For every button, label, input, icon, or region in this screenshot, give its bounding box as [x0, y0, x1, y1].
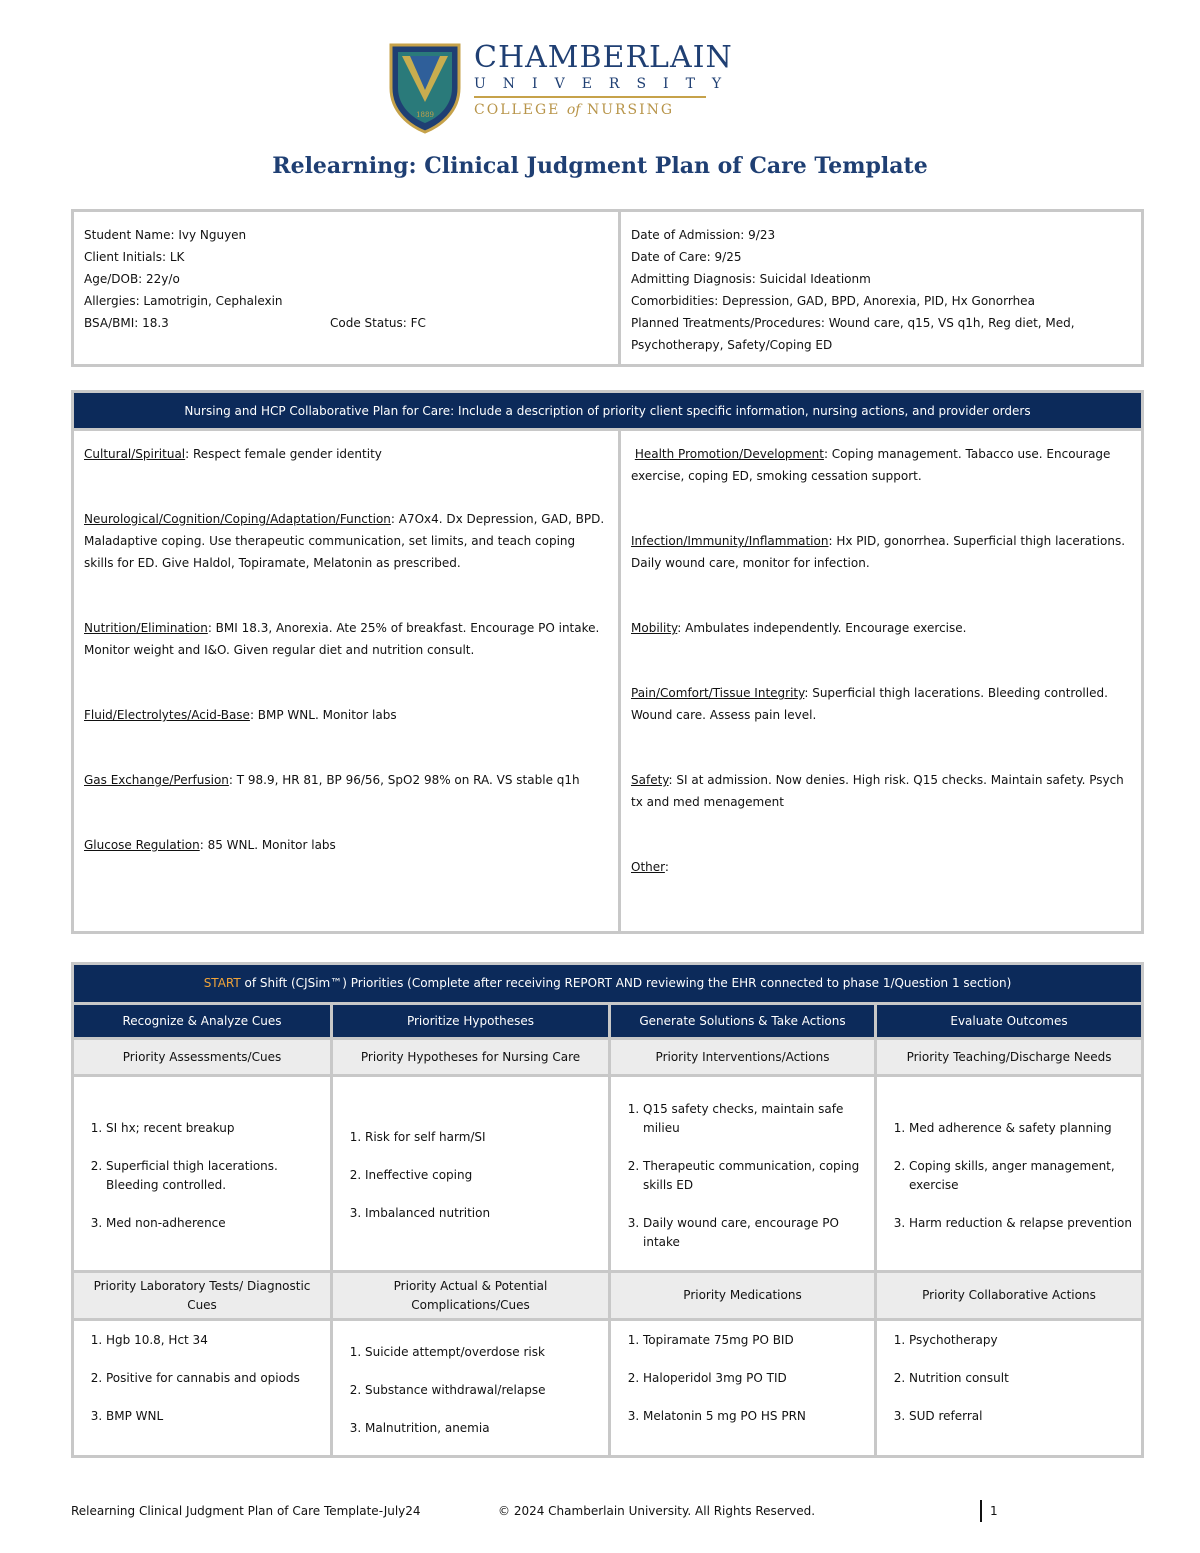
sub-priority-lab-tests: Priority Laboratory Tests/ Diagnostic Cues: [73, 1272, 332, 1320]
university-seal-icon: [388, 42, 462, 134]
list-item: 1. Psychotherapy: [909, 1331, 1133, 1350]
complications-list: [332, 1320, 610, 1457]
col-recognize-cues: Recognize & Analyze Cues: [73, 1004, 332, 1039]
list-item: 1. Topiramate 75mg PO BID: [643, 1331, 866, 1350]
collaborative-list: [876, 1320, 1143, 1457]
list-item: 1. Hgb 10.8, Hct 34: [106, 1331, 322, 1350]
info-left-cell: [73, 211, 620, 366]
nursing-right-column: [620, 430, 1143, 933]
list-item: 1. Risk for self harm/SI: [365, 1128, 600, 1147]
planned-treatments: Planned Treatments/Procedures: Wound care, q15, VS q1h, Reg diet, Med, Psychotherapy, Safety/Coping ED: [631, 316, 1075, 352]
nursing-plan-table: [71, 390, 1144, 934]
student-info-table: [71, 209, 1144, 367]
nursing-plan-header: Nursing and HCP Collaborative Plan for Care: Include a description of priority client specific information, nursing actions, and provider orders: [73, 392, 1143, 430]
section-cultural-spiritual: Cultural/Spiritual: Respect female gender identity: [84, 447, 382, 461]
brand-subtitle: UNIVERSITY: [474, 76, 739, 92]
section-infection: Infection/Immunity/Inflammation: Hx PID, gonorrhea. Superficial thigh lacerations. Daily wound care, monitor for infection.: [631, 534, 1126, 570]
section-safety: Safety: SI at admission. Now denies. High risk. Q15 checks. Maintain safety. Psych tx and med menagement: [631, 773, 1124, 809]
hypotheses-list: [332, 1076, 610, 1272]
nursing-left-column: [73, 430, 620, 933]
seal-year: 1889: [416, 111, 434, 119]
brand-name: CHAMBERLAIN: [474, 40, 733, 75]
section-neurological: Neurological/Cognition/Coping/Adaptation/Function: A7Ox4. Dx Depression, GAD, BPD. Maladaptive coping. Use therapeutic communication, set limits, and teach coping skills for ED. Give Haldol, Topiramate, Melatonin as prescribed.: [84, 512, 605, 570]
list-item: 3. BMP WNL: [106, 1407, 322, 1426]
teaching-list: [876, 1076, 1143, 1272]
bsa-bmi: BSA/BMI: 18.3: [84, 316, 169, 330]
list-item: 2. Coping skills, anger management, exercise: [909, 1157, 1133, 1195]
list-item: 2. Substance withdrawal/relapse: [365, 1381, 600, 1400]
list-item: 3. Imbalanced nutrition: [365, 1204, 600, 1223]
sub-priority-interventions: Priority Interventions/Actions: [610, 1039, 876, 1076]
list-item: 3. Med non-adherence: [106, 1214, 322, 1233]
info-right-cell: [620, 211, 1143, 366]
sub-priority-assessments: Priority Assessments/Cues: [73, 1039, 332, 1076]
list-item: 3. Melatonin 5 mg PO HS PRN: [643, 1407, 866, 1426]
list-item: 2. Haloperidol 3mg PO TID: [643, 1369, 866, 1388]
admitting-diagnosis: Admitting Diagnosis: Suicidal Ideationm: [631, 272, 871, 286]
sub-priority-complications: Priority Actual & Potential Complications/Cues: [332, 1272, 610, 1320]
col-evaluate-outcomes: Evaluate Outcomes: [876, 1004, 1143, 1039]
sub-priority-teaching: Priority Teaching/Discharge Needs: [876, 1039, 1143, 1076]
university-logo: [388, 40, 739, 136]
list-item: 2. Nutrition consult: [909, 1369, 1133, 1388]
date-of-admission: Date of Admission: 9/23: [631, 228, 776, 242]
list-item: 2. Ineffective coping: [365, 1166, 600, 1185]
start-of-shift-header: START of Shift (CJSim™) Priorities (Complete after receiving REPORT AND reviewing the EHR connected to phase 1/Question 1 section): [73, 964, 1143, 1004]
page-number: 1: [990, 1504, 998, 1518]
list-item: 1. Suicide attempt/overdose risk: [365, 1343, 600, 1362]
interventions-list: [610, 1076, 876, 1272]
comorbidities: Comorbidities: Depression, GAD, BPD, Anorexia, PID, Hx Gonorrhea: [631, 294, 1035, 308]
list-item: 1. Med adherence & safety planning: [909, 1119, 1133, 1138]
brand-college: COLLEGE of NURSING: [474, 102, 675, 118]
footer-template-name: Relearning Clinical Judgment Plan of Care Template-July24: [71, 1504, 421, 1518]
section-mobility: Mobility: Ambulates independently. Encourage exercise.: [631, 621, 967, 635]
brand-divider: [474, 96, 706, 98]
age-dob: Age/DOB: 22y/o: [84, 272, 180, 286]
list-item: 3. Malnutrition, anemia: [365, 1419, 600, 1438]
list-item: 1. Q15 safety checks, maintain safe milieu: [643, 1100, 866, 1138]
list-item: 2. Therapeutic communication, coping skills ED: [643, 1157, 866, 1195]
client-initials: Client Initials: LK: [84, 250, 185, 264]
col-prioritize-hypotheses: Prioritize Hypotheses: [332, 1004, 610, 1039]
lab-tests-list: [73, 1320, 332, 1457]
date-of-care: Date of Care: 9/25: [631, 250, 742, 264]
page-title: Relearning: Clinical Judgment Plan of Care Template: [272, 153, 928, 179]
list-item: 3. Daily wound care, encourage PO intake: [643, 1214, 866, 1252]
medications-list: [610, 1320, 876, 1457]
section-glucose: Glucose Regulation: 85 WNL. Monitor labs: [84, 838, 336, 852]
list-item: 2. Positive for cannabis and opiods: [106, 1369, 322, 1388]
list-item: 1. SI hx; recent breakup: [106, 1119, 322, 1138]
section-health-promotion: Health Promotion/Development: Coping management. Tabacco use. Encourage exercise, coping ED, smoking cessation support.: [631, 447, 1111, 483]
section-pain-comfort: Pain/Comfort/Tissue Integrity: Superficial thigh lacerations. Bleeding controlled. Wound care. Assess pain level.: [631, 686, 1108, 722]
allergies: Allergies: Lamotrigin, Cephalexin: [84, 294, 283, 308]
student-name: Student Name: Ivy Nguyen: [84, 228, 247, 242]
section-gas-exchange: Gas Exchange/Perfusion: T 98.9, HR 81, BP 96/56, SpO2 98% on RA. VS stable q1h: [84, 773, 580, 787]
assessments-list: [73, 1076, 332, 1272]
list-item: 3. SUD referral: [909, 1407, 1133, 1426]
section-nutrition: Nutrition/Elimination: BMI 18.3, Anorexia. Ate 25% of breakfast. Encourage PO intake. Monitor weight and I&O. Given regular diet and nutrition consult.: [84, 621, 600, 657]
section-fluid-electrolytes: Fluid/Electrolytes/Acid-Base: BMP WNL. Monitor labs: [84, 708, 397, 722]
code-status: Code Status: FC: [330, 316, 426, 330]
col-generate-solutions: Generate Solutions & Take Actions: [610, 1004, 876, 1039]
sub-priority-collaborative: Priority Collaborative Actions: [876, 1272, 1143, 1320]
list-item: 2. Superficial thigh lacerations. Bleeding controlled.: [106, 1157, 322, 1195]
section-other: Other:: [631, 860, 669, 874]
sub-priority-hypotheses: Priority Hypotheses for Nursing Care: [332, 1039, 610, 1076]
sub-priority-medications: Priority Medications: [610, 1272, 876, 1320]
footer-copyright: © 2024 Chamberlain University. All Rights Reserved.: [498, 1504, 816, 1518]
list-item: 3. Harm reduction & relapse prevention: [909, 1214, 1133, 1233]
shift-priorities-table: [71, 962, 1144, 1458]
page-number-divider: [980, 1500, 982, 1522]
